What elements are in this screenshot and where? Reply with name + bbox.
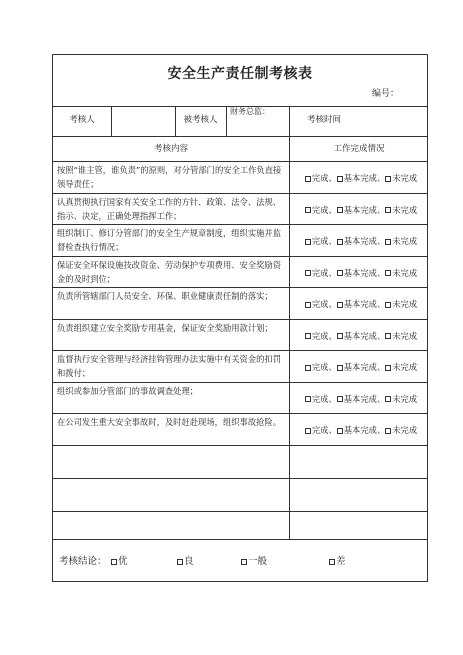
status-option-label: 完成、 — [311, 204, 337, 215]
status-option-basically-complete[interactable] — [337, 425, 386, 435]
completion-status-options — [293, 393, 429, 405]
completion-status-options — [293, 235, 429, 247]
checkbox-icon — [305, 396, 311, 402]
checkbox-icon — [305, 365, 311, 371]
status-option-incomplete[interactable] — [385, 173, 417, 183]
assessee-label: 被考核人 — [183, 115, 218, 125]
assessment-item-text: 在公司发生重大安全事故时，及时赶赴现场，组织事故抢险。 — [57, 417, 282, 427]
status-option-label: 未完成 — [392, 330, 418, 341]
completion-status-options — [293, 424, 429, 436]
conclusion-option-poor[interactable]: 差 — [329, 553, 346, 567]
status-option-basically-complete[interactable] — [337, 299, 386, 309]
conclusion-label: 考核结论： — [59, 556, 107, 567]
assessment-form — [52, 54, 428, 582]
divider — [53, 478, 427, 479]
completion-status-options — [293, 204, 429, 216]
status-option-label: 基本完成、 — [343, 330, 386, 341]
completion-status-options — [293, 330, 429, 342]
status-option-complete[interactable] — [305, 425, 337, 435]
status-option-label: 完成、 — [311, 425, 337, 435]
status-option-complete[interactable] — [305, 394, 337, 404]
form-title: 安全生产责任制考核表 — [167, 66, 313, 82]
checkbox-icon — [337, 302, 343, 308]
status-option-label: 基本完成、 — [343, 425, 386, 435]
status-option-label: 未完成 — [392, 425, 418, 435]
status-option-label: 完成、 — [311, 267, 337, 278]
divider — [53, 413, 427, 414]
divider — [53, 256, 427, 257]
checkbox-icon — [177, 559, 183, 565]
assessment-item-text: 认真贯彻执行国家有关安全工作的方针、政策、法令、法规、指示、决定，正确处理指挥工作； — [57, 196, 282, 221]
status-option-basically-complete[interactable] — [337, 331, 386, 341]
status-option-incomplete[interactable] — [385, 205, 417, 215]
divider — [53, 319, 427, 320]
status-option-basically-complete[interactable] — [337, 362, 386, 372]
divider — [53, 539, 427, 540]
divider — [53, 224, 427, 225]
divider — [53, 287, 427, 288]
status-option-complete[interactable] — [305, 173, 337, 183]
completion-status-options — [293, 172, 429, 184]
checkbox-icon — [305, 270, 311, 276]
status-option-basically-complete[interactable] — [337, 173, 386, 183]
status-option-incomplete[interactable] — [385, 362, 417, 372]
conclusion-option-good[interactable]: 良 — [177, 553, 194, 567]
status-option-incomplete[interactable] — [385, 268, 417, 278]
status-option-incomplete[interactable] — [385, 236, 417, 246]
checkbox-icon — [111, 559, 117, 565]
checkbox-icon — [305, 428, 311, 434]
assessment-item-text: 组织制订、修订分管部门的安全生产规章制度，组织实施并监督检查执行情况； — [57, 228, 282, 252]
status-option-complete[interactable] — [305, 331, 337, 341]
status-option-label: 基本完成、 — [343, 236, 386, 246]
checkbox-icon — [337, 365, 343, 371]
status-option-label: 基本完成、 — [343, 267, 386, 278]
serial-number-label: 编号： — [371, 89, 399, 99]
completion-status-options — [293, 267, 429, 279]
status-option-incomplete[interactable] — [385, 394, 417, 404]
divider — [53, 382, 427, 383]
checkbox-icon — [385, 176, 391, 182]
assessor-label: 考核人 — [69, 115, 95, 125]
conclusion-option-average[interactable]: 一般 — [241, 553, 267, 567]
content-column-header: 考核内容 — [153, 144, 188, 154]
status-option-label: 基本完成、 — [343, 362, 386, 372]
checkbox-icon — [305, 302, 311, 308]
status-option-complete[interactable] — [305, 268, 337, 278]
finance-director-label: 财务总监： — [230, 107, 270, 116]
checkbox-icon — [241, 559, 247, 565]
assessment-item-text: 组织或参加分管部门的事故调查处理； — [57, 385, 199, 396]
assessment-time-field[interactable] — [359, 107, 427, 135]
status-option-label: 完成、 — [311, 330, 337, 341]
checkbox-icon — [305, 239, 311, 245]
checkbox-icon — [385, 365, 391, 371]
checkbox-icon — [337, 396, 343, 402]
checkbox-icon — [337, 428, 343, 434]
status-option-incomplete[interactable] — [385, 299, 417, 309]
status-option-label: 未完成 — [392, 299, 418, 309]
assessment-item-text: 负责所管辖部门人员安全、环保、职业健康责任制的落实； — [57, 291, 273, 301]
status-option-complete[interactable] — [305, 236, 337, 246]
status-option-label: 未完成 — [392, 236, 418, 246]
status-option-basically-complete[interactable] — [337, 268, 386, 278]
completion-status-options — [293, 298, 429, 310]
status-option-label: 完成、 — [311, 299, 337, 309]
assessment-time-label: 考核时间 — [306, 115, 341, 125]
status-option-label: 基本完成、 — [343, 393, 386, 404]
divider — [53, 193, 427, 194]
status-column-header: 工作完成情况 — [333, 144, 385, 154]
status-option-label: 未完成 — [392, 362, 418, 372]
divider — [53, 511, 427, 512]
divider — [53, 136, 427, 137]
checkbox-icon — [385, 333, 391, 339]
assessment-item-text: 保证安全环保设施技改资金、劳动保护专项费用、安全奖励资金的及时到位； — [57, 259, 282, 284]
status-option-label: 未完成 — [392, 393, 418, 404]
status-option-label: 未完成 — [392, 204, 418, 215]
status-option-incomplete[interactable] — [385, 425, 417, 435]
assessment-item-text: 监督执行安全管理与经济挂钩管理办法实施中有关资金的扣罚和拨付； — [57, 354, 282, 378]
status-option-label: 完成、 — [311, 173, 337, 183]
checkbox-icon — [385, 270, 391, 276]
assessment-item-text: 按照“谁主管，谁负责”的原则，对分管部门的安全工作负直接领导责任； — [57, 165, 282, 189]
divider — [53, 350, 427, 351]
checkbox-icon — [385, 428, 391, 434]
status-option-basically-complete[interactable] — [337, 236, 386, 246]
checkbox-icon — [385, 239, 391, 245]
completion-status-options — [293, 361, 429, 373]
status-option-label: 完成、 — [311, 236, 337, 246]
status-option-label: 基本完成、 — [343, 204, 386, 215]
checkbox-icon — [305, 207, 311, 213]
status-option-label: 完成、 — [311, 393, 337, 404]
conclusion-option-excellent[interactable]: 优 — [111, 553, 128, 567]
checkbox-icon — [385, 302, 391, 308]
checkbox-icon — [337, 176, 343, 182]
checkbox-icon — [329, 559, 335, 565]
checkbox-icon — [305, 176, 311, 182]
status-option-label: 基本完成、 — [343, 299, 386, 309]
status-option-label: 未完成 — [392, 267, 418, 278]
status-option-complete[interactable] — [305, 205, 337, 215]
divider — [111, 106, 112, 136]
status-option-incomplete[interactable] — [385, 331, 417, 341]
status-option-label: 基本完成、 — [343, 173, 386, 183]
status-option-label: 完成、 — [311, 362, 337, 372]
status-option-complete[interactable] — [305, 362, 337, 372]
checkbox-icon — [305, 333, 311, 339]
divider — [53, 161, 427, 162]
status-option-complete[interactable] — [305, 299, 337, 309]
assessor-field[interactable] — [113, 107, 173, 135]
checkbox-icon — [385, 207, 391, 213]
status-option-label: 未完成 — [392, 173, 418, 183]
checkbox-icon — [385, 396, 391, 402]
checkbox-icon — [337, 333, 343, 339]
checkbox-icon — [337, 270, 343, 276]
divider — [53, 445, 427, 446]
checkbox-icon — [337, 239, 343, 245]
status-option-basically-complete[interactable] — [337, 394, 386, 404]
assessment-item-text: 负责组织建立安全奖励专用基金，保证安全奖励用款计划； — [57, 322, 273, 333]
status-option-basically-complete[interactable] — [337, 205, 386, 215]
checkbox-icon — [337, 207, 343, 213]
